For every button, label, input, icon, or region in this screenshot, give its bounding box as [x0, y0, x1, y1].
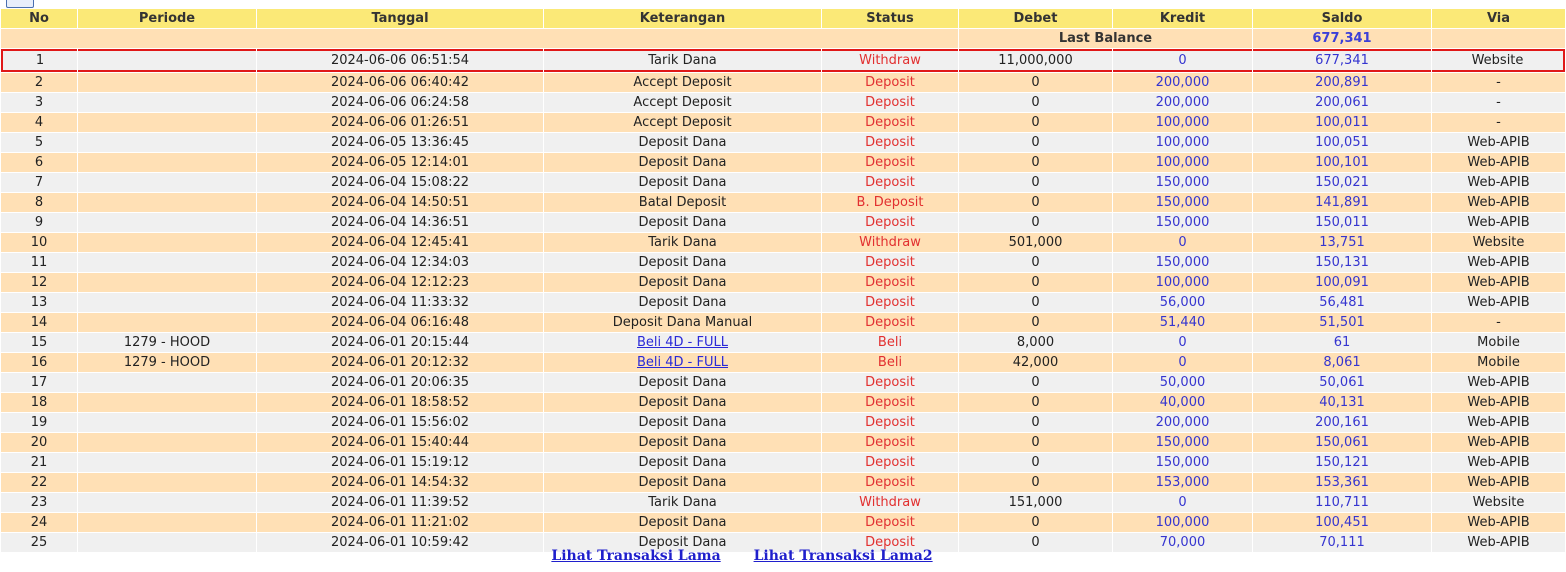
- cell-tanggal: 2024-06-06 06:51:54: [257, 49, 543, 72]
- cell-status: Withdraw: [822, 233, 958, 252]
- cell-saldo: 50,061: [1253, 373, 1431, 392]
- header-kredit: Kredit: [1113, 9, 1252, 28]
- cell-via: Web-APIB: [1432, 273, 1565, 292]
- cell-tanggal: 2024-06-04 12:34:03: [257, 253, 543, 272]
- cell-periode: [78, 373, 256, 392]
- cell-kredit: 150,000: [1113, 213, 1252, 232]
- cell-via: -: [1432, 73, 1565, 92]
- cell-saldo: 40,131: [1253, 393, 1431, 412]
- cell-via: Web-APIB: [1432, 473, 1565, 492]
- cell-periode: [78, 413, 256, 432]
- cell-via: Website: [1432, 233, 1565, 252]
- cell-tanggal: 2024-06-01 20:12:32: [257, 353, 543, 372]
- cell-status: Deposit: [822, 213, 958, 232]
- cell-saldo: 150,021: [1253, 173, 1431, 192]
- cell-via: Mobile: [1432, 353, 1565, 372]
- cell-tanggal: 2024-06-04 12:12:23: [257, 273, 543, 292]
- cell-debet: 501,000: [959, 233, 1112, 252]
- table-row: [1, 193, 1565, 212]
- cell-saldo: 56,481: [1253, 293, 1431, 312]
- cell-keterangan: Tarik Dana: [544, 49, 821, 72]
- last-balance-label: Last Balance: [959, 29, 1252, 48]
- cell-periode: [78, 213, 256, 232]
- cell-debet: 151,000: [959, 493, 1112, 512]
- cell-periode: [78, 433, 256, 452]
- cell-saldo: 110,711: [1253, 493, 1431, 512]
- cell-saldo: 200,061: [1253, 93, 1431, 112]
- table-row: [1, 393, 1565, 412]
- cell-kredit: 0: [1113, 493, 1252, 512]
- cell-debet: 11,000,000: [959, 49, 1112, 72]
- cell-tanggal: 2024-06-01 15:56:02: [257, 413, 543, 432]
- cell-no: 20: [1, 433, 77, 452]
- cell-no: 3: [1, 93, 77, 112]
- cell-debet: 0: [959, 153, 1112, 172]
- cell-debet: 0: [959, 213, 1112, 232]
- cell-tanggal: 2024-06-01 14:54:32: [257, 473, 543, 492]
- cell-via: Web-APIB: [1432, 393, 1565, 412]
- cell-debet: 0: [959, 273, 1112, 292]
- cell-via: Mobile: [1432, 333, 1565, 352]
- cell-status: Deposit: [822, 293, 958, 312]
- cell-tanggal: 2024-06-01 20:06:35: [257, 373, 543, 392]
- cell-periode: [78, 453, 256, 472]
- cell-periode: [78, 153, 256, 172]
- cell-via: Web-APIB: [1432, 253, 1565, 272]
- cell-via: Web-APIB: [1432, 173, 1565, 192]
- header-keterangan: Keterangan: [544, 9, 821, 28]
- cell-debet: 0: [959, 193, 1112, 212]
- cell-status: Deposit: [822, 393, 958, 412]
- cell-keterangan: Deposit Dana: [544, 273, 821, 292]
- cell-periode: [78, 493, 256, 512]
- table-row: [1, 493, 1565, 512]
- cell-keterangan: Deposit Dana: [544, 133, 821, 152]
- cell-periode: [78, 193, 256, 212]
- cell-keterangan: Deposit Dana: [544, 433, 821, 452]
- table-row: [1, 173, 1565, 192]
- table-row: [1, 213, 1565, 232]
- cell-keterangan: [544, 333, 821, 352]
- cell-saldo: 100,101: [1253, 153, 1431, 172]
- cell-kredit: 100,000: [1113, 513, 1252, 532]
- cell-via: Web-APIB: [1432, 533, 1565, 552]
- table-header-row: [1, 9, 1565, 28]
- cell-via: -: [1432, 113, 1565, 132]
- cell-status: Deposit: [822, 73, 958, 92]
- cell-debet: 0: [959, 533, 1112, 552]
- cell-periode: [78, 273, 256, 292]
- cell-via: Web-APIB: [1432, 373, 1565, 392]
- cell-periode: [78, 133, 256, 152]
- cell-keterangan: Deposit Dana: [544, 473, 821, 492]
- cell-kredit: 100,000: [1113, 153, 1252, 172]
- table-row: [1, 93, 1565, 112]
- cell-tanggal: 2024-06-01 18:58:52: [257, 393, 543, 412]
- table-row: [1, 473, 1565, 492]
- table-row: [1, 373, 1565, 392]
- cell-debet: 0: [959, 313, 1112, 332]
- cell-tanggal: 2024-06-04 14:36:51: [257, 213, 543, 232]
- cell-saldo: 13,751: [1253, 233, 1431, 252]
- header-tanggal: Tanggal: [257, 9, 543, 28]
- cell-tanggal: 2024-06-04 06:16:48: [257, 313, 543, 332]
- cell-saldo: 677,341: [1253, 49, 1431, 72]
- cell-status: Deposit: [822, 373, 958, 392]
- footer-links: [0, 548, 1484, 564]
- cell-no: 10: [1, 233, 77, 252]
- window-corner-icon: [6, 0, 34, 8]
- table-row: [1, 233, 1565, 252]
- table-row: [1, 513, 1565, 532]
- cell-keterangan: Deposit Dana: [544, 453, 821, 472]
- cell-saldo: 150,061: [1253, 433, 1431, 452]
- cell-no: 7: [1, 173, 77, 192]
- table-row: [1, 113, 1565, 132]
- cell-periode: [78, 313, 256, 332]
- table-row: [1, 273, 1565, 292]
- cell-status: Deposit: [822, 453, 958, 472]
- cell-keterangan: Deposit Dana: [544, 253, 821, 272]
- cell-keterangan: Deposit Dana: [544, 393, 821, 412]
- cell-kredit: 200,000: [1113, 413, 1252, 432]
- cell-via: Web-APIB: [1432, 293, 1565, 312]
- cell-periode: [78, 293, 256, 312]
- cell-tanggal: 2024-06-01 20:15:44: [257, 333, 543, 352]
- cell-status: Deposit: [822, 513, 958, 532]
- cell-debet: 0: [959, 513, 1112, 532]
- cell-no: 21: [1, 453, 77, 472]
- last-balance-row: [1, 29, 1565, 48]
- table-row: [1, 49, 1565, 72]
- cell-kredit: 200,000: [1113, 73, 1252, 92]
- cell-kredit: 56,000: [1113, 293, 1252, 312]
- cell-saldo: 141,891: [1253, 193, 1431, 212]
- cell-periode: [78, 173, 256, 192]
- cell-keterangan: Batal Deposit: [544, 193, 821, 212]
- cell-tanggal: 2024-06-06 01:26:51: [257, 113, 543, 132]
- table-row: [1, 253, 1565, 272]
- cell-periode: [78, 73, 256, 92]
- cell-kredit: 100,000: [1113, 133, 1252, 152]
- cell-keterangan: Deposit Dana: [544, 533, 821, 552]
- cell-kredit: 0: [1113, 333, 1252, 352]
- last-balance-spacer: [1, 29, 958, 48]
- cell-saldo: 100,091: [1253, 273, 1431, 292]
- cell-keterangan: Deposit Dana: [544, 413, 821, 432]
- cell-no: 16: [1, 353, 77, 372]
- cell-saldo: 200,161: [1253, 413, 1431, 432]
- cell-keterangan: Deposit Dana Manual: [544, 313, 821, 332]
- cell-via: Web-APIB: [1432, 213, 1565, 232]
- cell-tanggal: 2024-06-05 13:36:45: [257, 133, 543, 152]
- cell-kredit: 100,000: [1113, 273, 1252, 292]
- last-balance-value: 677,341: [1253, 29, 1431, 48]
- cell-debet: 0: [959, 93, 1112, 112]
- cell-keterangan: Accept Deposit: [544, 73, 821, 92]
- cell-keterangan: Deposit Dana: [544, 213, 821, 232]
- cell-keterangan: Tarik Dana: [544, 233, 821, 252]
- cell-tanggal: 2024-06-01 11:39:52: [257, 493, 543, 512]
- cell-periode: [78, 49, 256, 72]
- cell-status: Deposit: [822, 413, 958, 432]
- cell-saldo: 100,451: [1253, 513, 1431, 532]
- header-saldo: Saldo: [1253, 9, 1431, 28]
- header-status: Status: [822, 9, 958, 28]
- cell-status: Deposit: [822, 253, 958, 272]
- cell-no: 11: [1, 253, 77, 272]
- cell-debet: 0: [959, 113, 1112, 132]
- cell-debet: 0: [959, 293, 1112, 312]
- cell-status: Beli: [822, 353, 958, 372]
- cell-status: Withdraw: [822, 49, 958, 72]
- cell-debet: 42,000: [959, 353, 1112, 372]
- cell-periode: [78, 93, 256, 112]
- cell-tanggal: 2024-06-01 11:21:02: [257, 513, 543, 532]
- table-row: [1, 433, 1565, 452]
- table-row: [1, 333, 1565, 352]
- cell-via: -: [1432, 313, 1565, 332]
- cell-status: Beli: [822, 333, 958, 352]
- cell-tanggal: 2024-06-06 06:40:42: [257, 73, 543, 92]
- table-row: [1, 153, 1565, 172]
- cell-status: B. Deposit: [822, 193, 958, 212]
- cell-tanggal: 2024-06-05 12:14:01: [257, 153, 543, 172]
- cell-keterangan: [544, 353, 821, 372]
- cell-debet: 0: [959, 393, 1112, 412]
- table-row: [1, 353, 1565, 372]
- cell-kredit: 0: [1113, 233, 1252, 252]
- cell-periode: [78, 473, 256, 492]
- cell-no: 22: [1, 473, 77, 492]
- cell-via: Web-APIB: [1432, 153, 1565, 172]
- cell-status: Deposit: [822, 313, 958, 332]
- cell-saldo: 150,131: [1253, 253, 1431, 272]
- cell-kredit: 70,000: [1113, 533, 1252, 552]
- cell-kredit: 150,000: [1113, 193, 1252, 212]
- table-row: [1, 293, 1565, 312]
- cell-kredit: 150,000: [1113, 433, 1252, 452]
- cell-debet: 8,000: [959, 333, 1112, 352]
- cell-via: Web-APIB: [1432, 193, 1565, 212]
- cell-via: Web-APIB: [1432, 453, 1565, 472]
- header-via: Via: [1432, 9, 1565, 28]
- cell-tanggal: 2024-06-04 11:33:32: [257, 293, 543, 312]
- table-row: [1, 313, 1565, 332]
- cell-via: Web-APIB: [1432, 413, 1565, 432]
- cell-debet: 0: [959, 173, 1112, 192]
- cell-debet: 0: [959, 253, 1112, 272]
- cell-no: 14: [1, 313, 77, 332]
- cell-status: Deposit: [822, 173, 958, 192]
- cell-periode: [78, 393, 256, 412]
- cell-saldo: 200,891: [1253, 73, 1431, 92]
- cell-keterangan: Accept Deposit: [544, 93, 821, 112]
- cell-via: Web-APIB: [1432, 433, 1565, 452]
- cell-via: -: [1432, 93, 1565, 112]
- cell-no: 5: [1, 133, 77, 152]
- cell-no: 2: [1, 73, 77, 92]
- cell-debet: 0: [959, 433, 1112, 452]
- table-row: [1, 453, 1565, 472]
- cell-saldo: 100,011: [1253, 113, 1431, 132]
- cell-via: Web-APIB: [1432, 133, 1565, 152]
- cell-kredit: 100,000: [1113, 113, 1252, 132]
- cell-status: Deposit: [822, 113, 958, 132]
- cell-debet: 0: [959, 453, 1112, 472]
- cell-saldo: 150,011: [1253, 213, 1431, 232]
- cell-no: 8: [1, 193, 77, 212]
- cell-debet: 0: [959, 373, 1112, 392]
- cell-status: Deposit: [822, 153, 958, 172]
- cell-status: Deposit: [822, 273, 958, 292]
- cell-tanggal: 2024-06-04 15:08:22: [257, 173, 543, 192]
- cell-no: 18: [1, 393, 77, 412]
- cell-keterangan: Deposit Dana: [544, 153, 821, 172]
- cell-periode: [78, 113, 256, 132]
- cell-no: 15: [1, 333, 77, 352]
- cell-tanggal: 2024-06-01 15:40:44: [257, 433, 543, 452]
- cell-keterangan: Deposit Dana: [544, 293, 821, 312]
- cell-no: 23: [1, 493, 77, 512]
- cell-keterangan: Deposit Dana: [544, 173, 821, 192]
- cell-kredit: 40,000: [1113, 393, 1252, 412]
- cell-periode: 1279 - HOOD: [78, 353, 256, 372]
- cell-periode: [78, 513, 256, 532]
- cell-keterangan: Deposit Dana: [544, 373, 821, 392]
- table-row: [1, 133, 1565, 152]
- cell-tanggal: 2024-06-01 15:19:12: [257, 453, 543, 472]
- transaction-table: [0, 8, 1566, 553]
- bet-detail-link[interactable]: Beli 4D - FULL: [637, 355, 728, 370]
- cell-kredit: 150,000: [1113, 253, 1252, 272]
- cell-no: 12: [1, 273, 77, 292]
- cell-debet: 0: [959, 133, 1112, 152]
- cell-no: 24: [1, 513, 77, 532]
- header-no: No: [1, 9, 77, 28]
- cell-debet: 0: [959, 413, 1112, 432]
- cell-no: 25: [1, 533, 77, 552]
- cell-kredit: 150,000: [1113, 173, 1252, 192]
- table-row: [1, 413, 1565, 432]
- cell-no: 6: [1, 153, 77, 172]
- cell-kredit: 153,000: [1113, 473, 1252, 492]
- cell-status: Deposit: [822, 93, 958, 112]
- cell-tanggal: 2024-06-04 12:45:41: [257, 233, 543, 252]
- cell-saldo: 100,051: [1253, 133, 1431, 152]
- cell-saldo: 70,111: [1253, 533, 1431, 552]
- bet-detail-link[interactable]: Beli 4D - FULL: [637, 335, 728, 350]
- cell-keterangan: Tarik Dana: [544, 493, 821, 512]
- cell-via: Website: [1432, 49, 1565, 72]
- old-transactions-link[interactable]: Lihat Transaksi Lama: [551, 548, 721, 564]
- cell-status: Withdraw: [822, 493, 958, 512]
- cell-tanggal: 2024-06-04 14:50:51: [257, 193, 543, 212]
- last-balance-empty: [1432, 29, 1565, 48]
- cell-kredit: 51,440: [1113, 313, 1252, 332]
- cell-status: Deposit: [822, 433, 958, 452]
- cell-keterangan: Accept Deposit: [544, 113, 821, 132]
- cell-kredit: 200,000: [1113, 93, 1252, 112]
- cell-no: 4: [1, 113, 77, 132]
- cell-kredit: 0: [1113, 353, 1252, 372]
- header-debet: Debet: [959, 9, 1112, 28]
- cell-kredit: 50,000: [1113, 373, 1252, 392]
- cell-status: Deposit: [822, 533, 958, 552]
- cell-debet: 0: [959, 473, 1112, 492]
- cell-periode: 1279 - HOOD: [78, 333, 256, 352]
- cell-kredit: 150,000: [1113, 453, 1252, 472]
- old-transactions-2-link[interactable]: Lihat Transaksi Lama2: [753, 548, 933, 564]
- cell-tanggal: 2024-06-01 10:59:42: [257, 533, 543, 552]
- cell-via: Website: [1432, 493, 1565, 512]
- cell-periode: [78, 253, 256, 272]
- cell-tanggal: 2024-06-06 06:24:58: [257, 93, 543, 112]
- cell-saldo: 153,361: [1253, 473, 1431, 492]
- cell-no: 13: [1, 293, 77, 312]
- header-periode: Periode: [78, 9, 256, 28]
- cell-status: Deposit: [822, 473, 958, 492]
- cell-saldo: 61: [1253, 333, 1431, 352]
- cell-via: Web-APIB: [1432, 513, 1565, 532]
- cell-periode: [78, 233, 256, 252]
- cell-no: 9: [1, 213, 77, 232]
- cell-debet: 0: [959, 73, 1112, 92]
- cell-status: Deposit: [822, 133, 958, 152]
- cell-keterangan: Deposit Dana: [544, 513, 821, 532]
- cell-no: 19: [1, 413, 77, 432]
- cell-no: 1: [1, 49, 77, 72]
- cell-kredit: 0: [1113, 49, 1252, 72]
- cell-no: 17: [1, 373, 77, 392]
- cell-saldo: 8,061: [1253, 353, 1431, 372]
- cell-saldo: 150,121: [1253, 453, 1431, 472]
- table-row: [1, 73, 1565, 92]
- cell-saldo: 51,501: [1253, 313, 1431, 332]
